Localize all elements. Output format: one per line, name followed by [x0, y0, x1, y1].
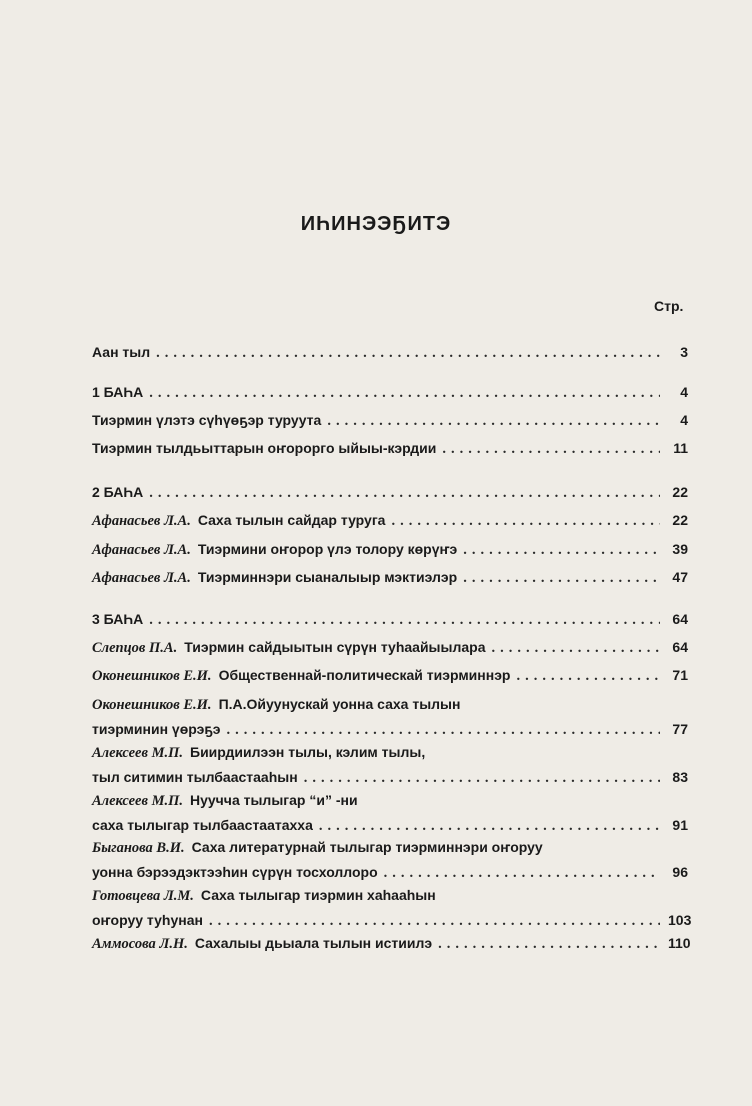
- dot-leader: [384, 861, 660, 885]
- entry-title: Саха тылын сайдар туруга: [197, 512, 386, 528]
- page-title: ИҺИНЭЭҔИТЭ: [300, 213, 452, 235]
- toc-entry[interactable]: [92, 740, 688, 790]
- entry-author: Алексеев М.П.: [92, 745, 183, 761]
- entry-author: Аммосова Л.Н.: [92, 936, 188, 952]
- entry-page: 77: [672, 721, 688, 737]
- entry-page: 103: [668, 912, 692, 928]
- entry-title: Тиэрминнэри сыаналыыр мэктиэлэр: [197, 569, 458, 585]
- dot-leader: [149, 381, 660, 405]
- toc-entry[interactable]: [92, 835, 688, 885]
- toc-entry[interactable]: [92, 565, 688, 590]
- toc-entry[interactable]: [92, 408, 688, 433]
- toc-entry[interactable]: [92, 931, 691, 956]
- entry-title-line-2: оҥоруу туһунан: [92, 912, 203, 928]
- entry-page: 91: [672, 817, 688, 833]
- dot-leader: [491, 636, 660, 660]
- entry-title: Тиэрмини оҥорор үлэ толору көрүҥэ: [197, 541, 458, 557]
- toc-entry[interactable]: [92, 663, 688, 688]
- entry-title-line-1: Саха литературнай тылыгар тиэрминнэри оҥоруу: [191, 839, 543, 855]
- entry-page: 22: [672, 484, 688, 500]
- toc-section[interactable]: [92, 480, 688, 505]
- entry-author: Слепцов П.А.: [92, 640, 178, 656]
- entry-author: Афанасьев Л.А.: [92, 513, 191, 529]
- entry-title-line-2: тиэрминин үөрэҕэ: [92, 721, 221, 737]
- toc-entry[interactable]: [92, 436, 688, 461]
- entry-page: 4: [680, 384, 688, 400]
- toc-entry[interactable]: [92, 692, 688, 742]
- entry-author: Афанасьев Л.А.: [92, 542, 191, 558]
- entry-author: Быганова В.И.: [92, 840, 185, 856]
- entry-page: 4: [680, 412, 688, 428]
- toc-entry[interactable]: [92, 537, 688, 562]
- entry-title-line-1: Биирдиилээн тылы, кэлим тылы,: [190, 744, 426, 760]
- entry-page: 71: [672, 667, 688, 683]
- toc-entry[interactable]: [92, 635, 688, 660]
- entry-title-line-1: Нуучча тылыгар “и” -ни: [190, 792, 358, 808]
- toc-entry[interactable]: [92, 340, 688, 365]
- dot-leader: [226, 718, 660, 742]
- dot-leader: [149, 481, 660, 505]
- entry-page: 47: [672, 569, 688, 585]
- entry-page: 39: [672, 541, 688, 557]
- entry-page: 83: [672, 769, 688, 785]
- entry-title: Тиэрмин тылдьыттарын оҥорорго ыйыы-кэрдии: [92, 440, 437, 456]
- dot-leader: [442, 437, 660, 461]
- entry-page: 11: [673, 440, 688, 456]
- page-column-label: Стр.: [654, 298, 684, 314]
- dot-leader: [516, 664, 660, 688]
- entry-page: 64: [672, 639, 688, 655]
- entry-title: Тиэрмин үлэтэ сүһүөҕэр туруута: [92, 412, 322, 428]
- entry-page: 64: [672, 611, 688, 627]
- entry-title-line-1: П.А.Ойуунускай уонна саха тылын: [218, 696, 461, 712]
- entry-author: Готовцева Л.М.: [92, 888, 194, 904]
- entry-title-line-2: уонна бэрээдэктээһин сүрүн тосхоллоро: [92, 864, 378, 880]
- dot-leader: [463, 538, 660, 562]
- entry-author: Оконешников Е.И.: [92, 668, 212, 684]
- dot-leader: [327, 409, 660, 433]
- dot-leader: [391, 509, 660, 533]
- dot-leader: [149, 608, 660, 632]
- dot-leader: [209, 909, 660, 933]
- toc-entry[interactable]: [92, 883, 692, 933]
- entry-title-line-2: тыл ситимин тылбаастааһын: [92, 769, 298, 785]
- entry-title: Аан тыл: [92, 344, 151, 360]
- entry-page: 96: [672, 864, 688, 880]
- dot-leader: [438, 932, 660, 956]
- section-title: 2 БАҺА: [92, 484, 144, 500]
- entry-author: Оконешников Е.И.: [92, 697, 212, 713]
- dot-leader: [463, 566, 660, 590]
- dot-leader: [156, 341, 660, 365]
- entry-title: Общественнай-политическай тиэрминнэр: [218, 667, 511, 683]
- entry-page: 110: [668, 935, 691, 951]
- toc-entry[interactable]: [92, 508, 688, 533]
- toc-section[interactable]: [92, 380, 688, 405]
- entry-title-line-2: саха тылыгар тылбаастаатахха: [92, 817, 313, 833]
- entry-title: Тиэрмин сайдыытын сүрүн туһаайыылара: [184, 639, 486, 655]
- entry-title: Сахалыы дьыала тылын истиилэ: [194, 935, 433, 951]
- section-title: 1 БАҺА: [92, 384, 144, 400]
- entry-page: 22: [672, 512, 688, 528]
- entry-title-line-1: Саха тылыгар тиэрмин хаһааһын: [200, 887, 436, 903]
- section-title: 3 БАҺА: [92, 611, 144, 627]
- entry-page: 3: [680, 344, 688, 360]
- toc-section[interactable]: [92, 607, 688, 632]
- dot-leader: [304, 766, 660, 790]
- entry-author: Афанасьев Л.А.: [92, 570, 191, 586]
- toc-entry[interactable]: [92, 788, 688, 838]
- entry-author: Алексеев М.П.: [92, 793, 183, 809]
